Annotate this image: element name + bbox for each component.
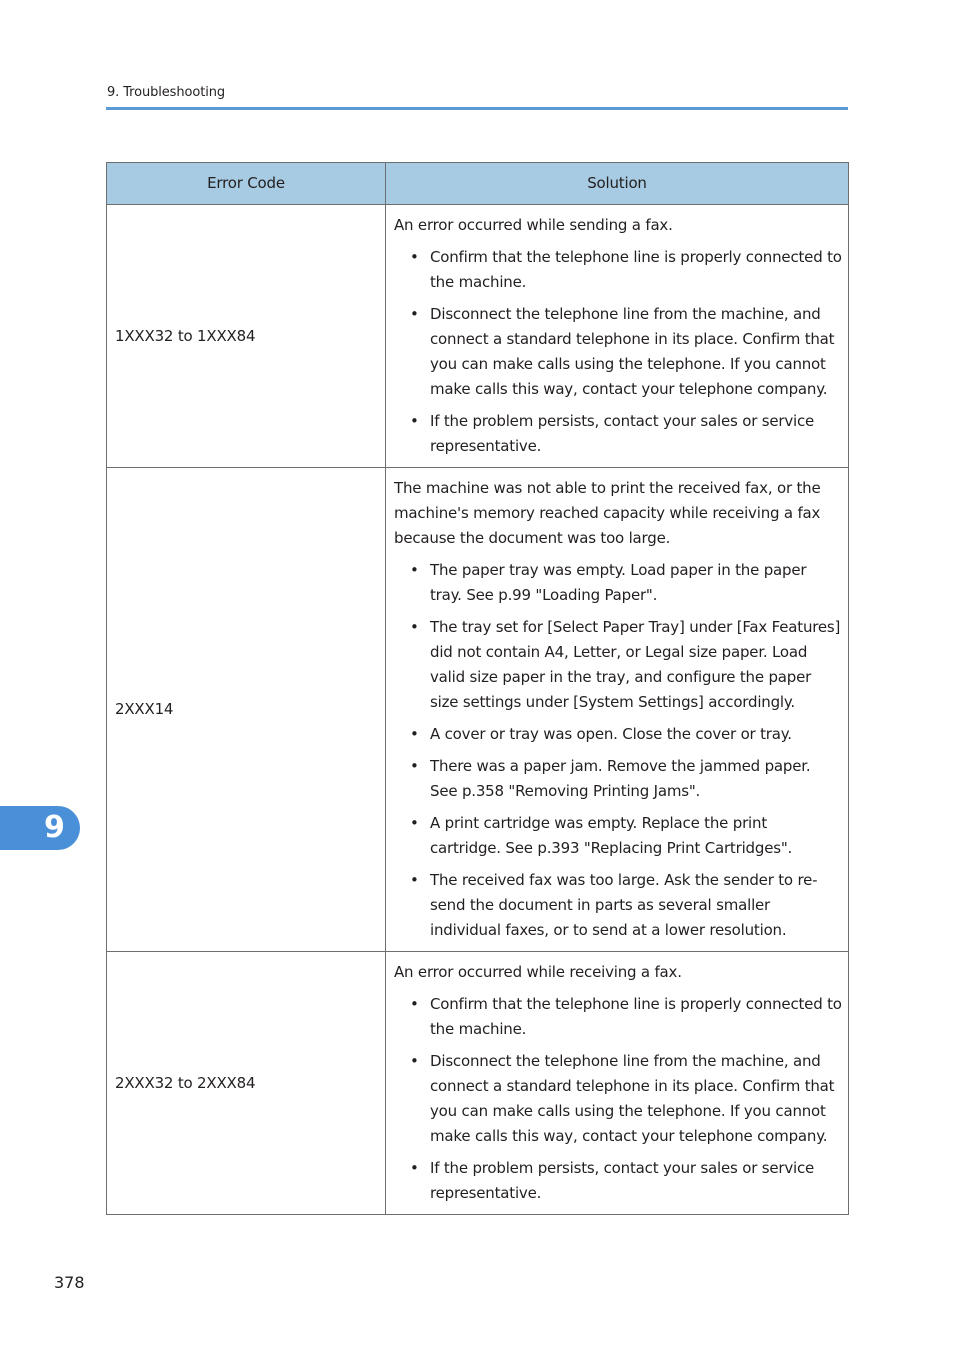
- list-item-text: A print cartridge was empty. Replace the print cartridge. See p.393 "Replacing Print Cartridges".: [430, 814, 793, 857]
- list-item: [394, 409, 842, 459]
- solution-cell: [386, 205, 849, 468]
- list-item-text: The received fax was too large. Ask the sender to re-send the document in parts as several smaller individual faxes, or to send at a lower resolution.: [430, 871, 818, 939]
- table-row: [107, 205, 849, 468]
- list-item: [394, 868, 842, 943]
- error-code-table: [106, 162, 849, 1215]
- list-item-text: Disconnect the telephone line from the machine, and connect a standard telephone in its place. Confirm that you can make calls using the telephone. If you cannot make calls this way, contact your telephone company.: [430, 1052, 835, 1145]
- bullet-icon: •: [410, 871, 419, 889]
- solution-cell: [386, 952, 849, 1215]
- solution-list: [394, 245, 842, 459]
- list-item: [394, 992, 842, 1042]
- list-item-text: Confirm that the telephone line is properly connected to the machine.: [430, 248, 842, 291]
- error-code-cell: 1XXX32 to 1XXX84: [107, 205, 386, 468]
- chapter-tab: [0, 806, 80, 850]
- list-item: [394, 302, 842, 402]
- bullet-icon: •: [410, 561, 419, 579]
- error-code-cell: 2XXX14: [107, 468, 386, 952]
- list-item-text: Disconnect the telephone line from the machine, and connect a standard telephone in its place. Confirm that you can make calls using the telephone. If you cannot make calls this way, contact your telephone company.: [430, 305, 835, 398]
- solution-intro: The machine was not able to print the received fax, or the machine's memory reached capacity while receiving a fax because the document was too large.: [394, 479, 821, 547]
- list-item: [394, 811, 842, 861]
- solution-list: [394, 558, 842, 943]
- bullet-icon: •: [410, 618, 419, 636]
- list-item-text: Confirm that the telephone line is properly connected to the machine.: [430, 995, 842, 1038]
- list-item-text: The paper tray was empty. Load paper in the paper tray. See p.99 "Loading Paper".: [430, 561, 807, 604]
- bullet-icon: •: [410, 1159, 419, 1177]
- solution-intro: An error occurred while sending a fax.: [394, 216, 673, 234]
- running-header: 9. Troubleshooting: [107, 85, 225, 100]
- column-header-error-code: Error Code: [107, 163, 386, 205]
- list-item: [394, 1049, 842, 1149]
- solution-cell: [386, 468, 849, 952]
- bullet-icon: •: [410, 1052, 419, 1070]
- list-item: [394, 1156, 842, 1206]
- bullet-icon: •: [410, 725, 419, 743]
- list-item: [394, 722, 842, 747]
- list-item: [394, 245, 842, 295]
- column-header-solution: Solution: [386, 163, 849, 205]
- chapter-number: 9: [44, 810, 65, 845]
- bullet-icon: •: [410, 305, 419, 323]
- bullet-icon: •: [410, 412, 419, 430]
- bullet-icon: •: [410, 814, 419, 832]
- table-row: [107, 952, 849, 1215]
- list-item: [394, 558, 842, 608]
- error-code-cell: 2XXX32 to 2XXX84: [107, 952, 386, 1215]
- list-item-text: A cover or tray was open. Close the cover or tray.: [430, 725, 792, 743]
- list-item-text: The tray set for [Select Paper Tray] under [Fax Features] did not contain A4, Letter, or Legal size paper. Load valid size paper in the tray, and configure the paper size settings under [System Settings] accordingly.: [430, 618, 841, 711]
- page-number: 378: [54, 1273, 85, 1292]
- list-item-text: If the problem persists, contact your sales or service representative.: [430, 412, 815, 455]
- solution-intro: An error occurred while receiving a fax.: [394, 963, 682, 981]
- table-row: [107, 468, 849, 952]
- list-item-text: There was a paper jam. Remove the jammed paper. See p.358 "Removing Printing Jams".: [430, 757, 811, 800]
- bullet-icon: •: [410, 248, 419, 266]
- list-item-text: If the problem persists, contact your sales or service representative.: [430, 1159, 815, 1202]
- list-item: [394, 615, 842, 715]
- list-item: [394, 754, 842, 804]
- table-header-row: [107, 163, 849, 205]
- bullet-icon: •: [410, 995, 419, 1013]
- header-divider: [106, 107, 848, 110]
- solution-list: [394, 992, 842, 1206]
- bullet-icon: •: [410, 757, 419, 775]
